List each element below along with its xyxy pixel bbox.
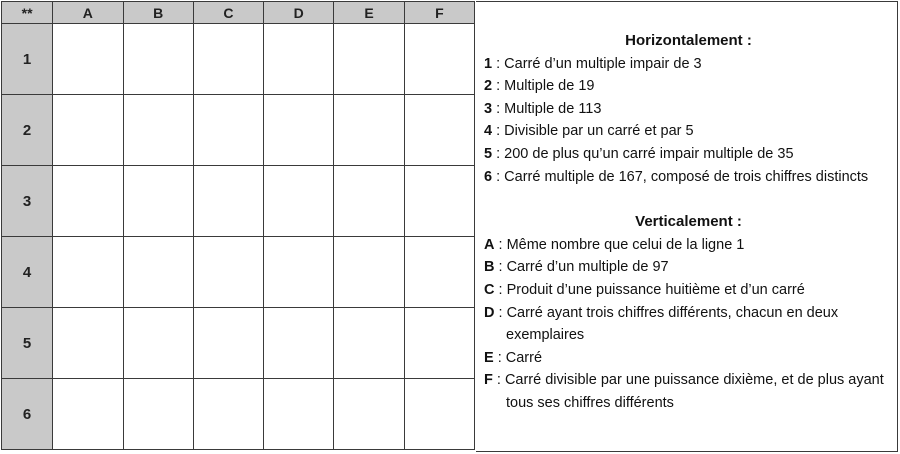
vertical-clues-list	[484, 234, 891, 415]
grid-cell[interactable]	[193, 24, 263, 95]
clue-key: 2	[484, 78, 493, 95]
clue-text: : Carré d’un multiple impair de 3	[492, 55, 702, 72]
clue-key: 4	[484, 123, 493, 140]
grid-cell[interactable]	[404, 237, 474, 308]
grid-cell[interactable]	[193, 308, 263, 379]
vertical-clue-d	[484, 302, 891, 347]
clues-panel	[476, 1, 898, 452]
clue-text: : 200 de plus qu’un carré impair multiple de 35	[492, 145, 794, 162]
row-header-2: 2	[2, 95, 53, 166]
vertical-clue-f	[484, 369, 891, 414]
clue-text: : Carré ayant trois chiffres différents, chacun en deux exemplaires	[494, 304, 839, 344]
crossnumber-grid	[1, 1, 475, 450]
horizontal-clue-5	[484, 143, 891, 166]
grid-cell[interactable]	[334, 308, 404, 379]
clue-section-spacer	[484, 188, 891, 211]
grid-cell[interactable]	[404, 166, 474, 237]
grid-cell[interactable]	[404, 379, 474, 450]
clue-key: B	[484, 259, 495, 276]
grid-cell[interactable]	[53, 308, 123, 379]
vertical-clue-c	[484, 279, 891, 302]
grid-row-6	[2, 379, 475, 450]
grid-row-2	[2, 95, 475, 166]
grid-cell[interactable]	[53, 237, 123, 308]
column-header-e: E	[334, 2, 404, 24]
grid-cell[interactable]	[334, 237, 404, 308]
vertical-clue-a	[484, 234, 891, 257]
grid-cell[interactable]	[53, 24, 123, 95]
grid-cell[interactable]	[334, 379, 404, 450]
grid-cell[interactable]	[123, 95, 193, 166]
row-header-6: 6	[2, 379, 53, 450]
row-header-4: 4	[2, 237, 53, 308]
clue-key: 6	[484, 168, 493, 185]
horizontal-clues-title: Horizontalement :	[625, 32, 752, 49]
clue-key: F	[484, 372, 493, 389]
grid-cell[interactable]	[264, 237, 334, 308]
column-header-d: D	[264, 2, 334, 24]
grid-cell[interactable]	[123, 237, 193, 308]
column-header-f: F	[404, 2, 474, 24]
clue-key: C	[484, 281, 495, 298]
grid-cell[interactable]	[53, 166, 123, 237]
grid-cell[interactable]	[264, 308, 334, 379]
clue-text: : Divisible par un carré et par 5	[492, 123, 694, 140]
clue-text: : Produit d’une puissance huitième et d’un carré	[494, 281, 805, 298]
clue-key: E	[484, 349, 494, 366]
clue-text: : Multiple de 19	[492, 78, 595, 95]
grid-corner: **	[2, 2, 53, 24]
grid-cell[interactable]	[334, 166, 404, 237]
column-header-a: A	[53, 2, 123, 24]
grid-cell[interactable]	[404, 24, 474, 95]
grid-cell[interactable]	[193, 379, 263, 450]
horizontal-clue-1	[484, 53, 891, 76]
grid-cell[interactable]	[264, 24, 334, 95]
grid-row-5	[2, 308, 475, 379]
clue-key: 5	[484, 145, 493, 162]
column-header-row	[2, 2, 475, 24]
vertical-clues-title: Verticalement :	[635, 213, 742, 231]
clue-key: D	[484, 304, 495, 321]
horizontal-clue-6	[484, 166, 891, 189]
grid-cell[interactable]	[123, 308, 193, 379]
clue-text: : Carré d’un multiple de 97	[494, 259, 669, 276]
grid-cell[interactable]	[264, 95, 334, 166]
row-header-3: 3	[2, 166, 53, 237]
horizontal-clues-list	[484, 53, 891, 189]
grid-cell[interactable]	[264, 166, 334, 237]
grid-cell[interactable]	[334, 95, 404, 166]
horizontal-clue-2	[484, 75, 891, 98]
grid-cell[interactable]	[123, 24, 193, 95]
column-header-b: B	[123, 2, 193, 24]
clue-key: 3	[484, 100, 493, 117]
clue-key: 1	[484, 55, 493, 72]
grid-cell[interactable]	[123, 166, 193, 237]
clue-key: A	[484, 236, 495, 253]
grid-cell[interactable]	[123, 379, 193, 450]
clue-text: : Carré	[493, 349, 543, 366]
grid-row-3	[2, 166, 475, 237]
grid-row-4	[2, 237, 475, 308]
grid-cell[interactable]	[193, 237, 263, 308]
grid-cell[interactable]	[193, 95, 263, 166]
grid-cell[interactable]	[53, 379, 123, 450]
grid-cell[interactable]	[193, 166, 263, 237]
grid-cell[interactable]	[404, 95, 474, 166]
horizontal-clue-4	[484, 120, 891, 143]
clue-text: : Carré multiple de 167, composé de trois chiffres distincts	[492, 168, 869, 185]
column-header-c: C	[193, 2, 263, 24]
clue-text: : Multiple de 113	[492, 100, 602, 117]
grid-cell[interactable]	[53, 95, 123, 166]
vertical-clue-e	[484, 347, 891, 370]
vertical-clue-b	[484, 256, 891, 279]
grid-row-1	[2, 24, 475, 95]
clue-text: : Même nombre que celui de la ligne 1	[494, 236, 745, 253]
clue-text: : Carré divisible par une puissance dixième, et de plus ayant tous ses chiffres différents	[492, 372, 884, 411]
grid-cell[interactable]	[264, 379, 334, 450]
row-header-1: 1	[2, 24, 53, 95]
row-header-5: 5	[2, 308, 53, 379]
grid-cell[interactable]	[404, 308, 474, 379]
horizontal-clue-3	[484, 98, 891, 121]
grid-cell[interactable]	[334, 24, 404, 95]
